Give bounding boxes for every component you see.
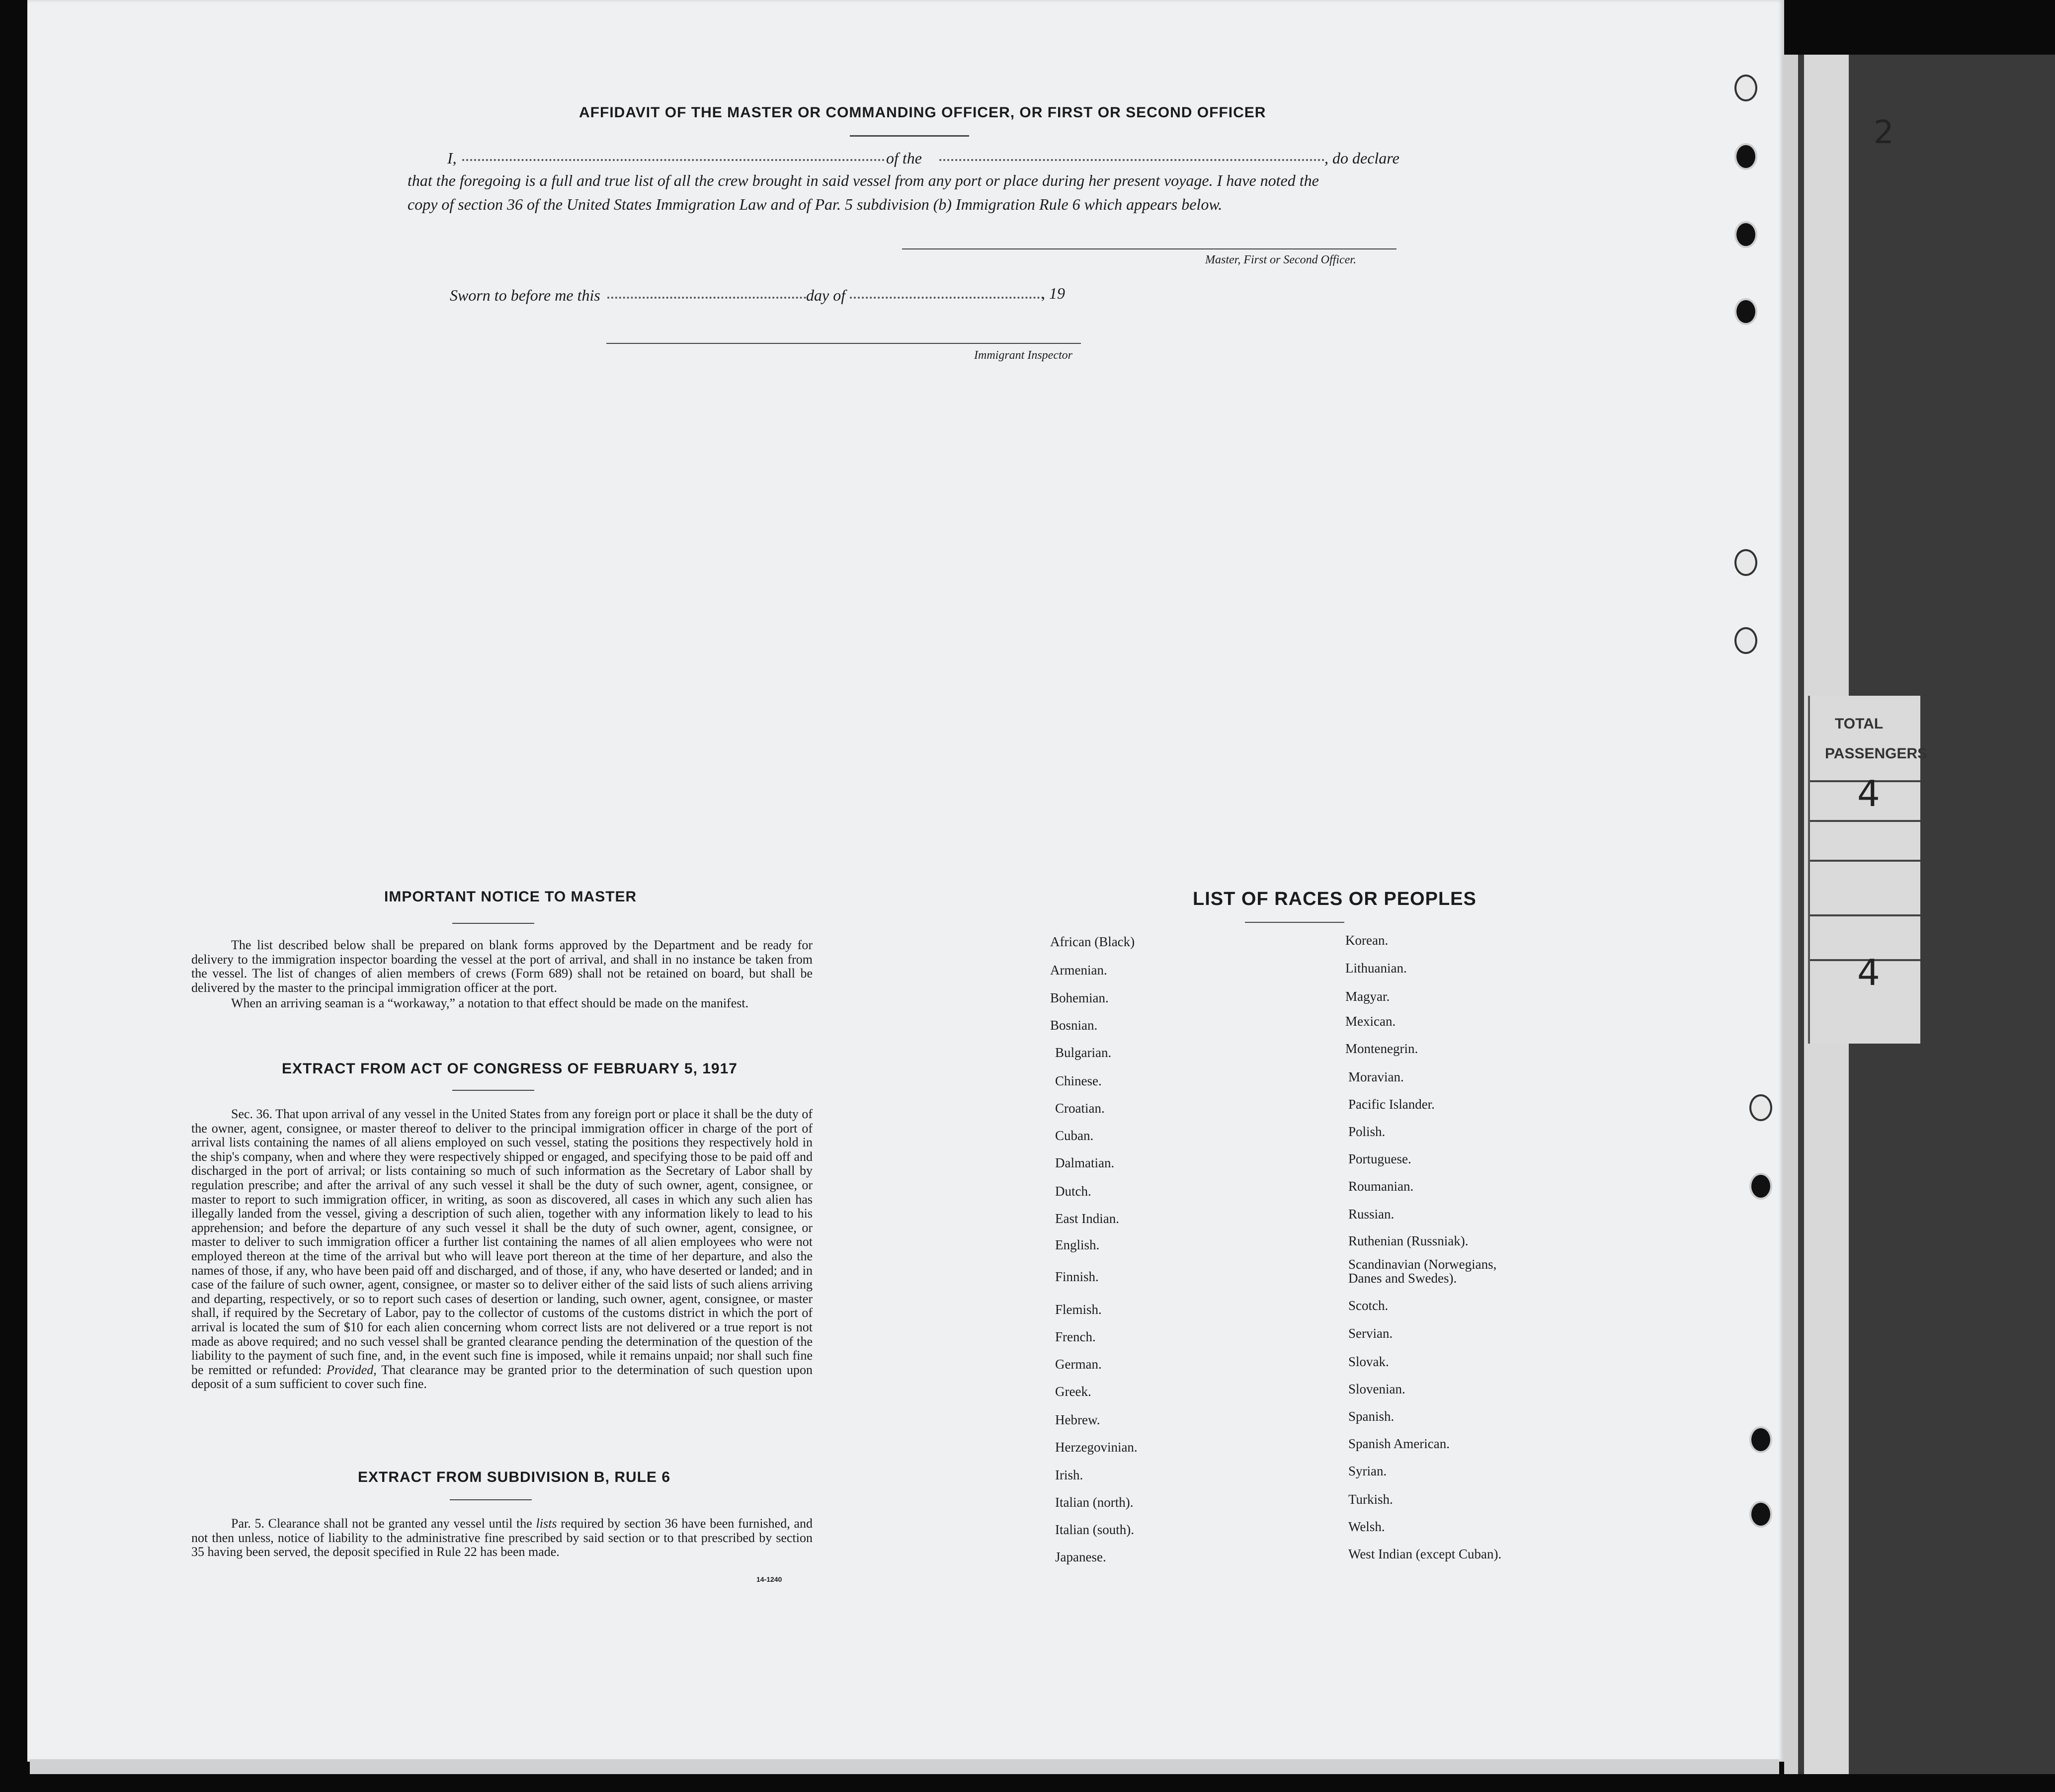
punch-hole — [1734, 221, 1757, 248]
race-item: Armenian. — [1050, 963, 1107, 977]
race-item: Slovak. — [1348, 1354, 1389, 1369]
punch-hole — [1734, 549, 1757, 576]
race-item: Ruthenian (Russniak). — [1348, 1233, 1469, 1248]
affidavit-declare-label: , do declare — [1324, 149, 1399, 167]
race-item: Italian (south). — [1055, 1522, 1134, 1537]
punch-hole — [1749, 1426, 1772, 1453]
punch-hole — [1734, 627, 1757, 654]
race-item: Montenegrin. — [1345, 1041, 1418, 1056]
master-name-blank — [462, 159, 885, 161]
races-title: LIST OF RACES OR PEOPLES — [1193, 889, 1477, 909]
race-item: Chinese. — [1055, 1073, 1102, 1088]
race-item: Scandinavian (Norwegians, Danes and Swedes). — [1348, 1257, 1497, 1286]
race-item: Italian (north). — [1055, 1495, 1134, 1510]
race-item: Korean. — [1345, 933, 1389, 948]
race-item: Dutch. — [1055, 1184, 1091, 1199]
affidavit-statement-line-3: copy of section 36 of the United States Immigration Law and of Par. 5 subdivision (b) Immigration Rule 6 which appears below. — [408, 195, 1223, 213]
page-bottom-edge — [30, 1759, 1779, 1774]
underlying-page-mark: 2 — [1874, 114, 1894, 151]
inspector-signature-caption: Immigrant Inspector — [974, 349, 1072, 362]
page-edge — [1784, 55, 1798, 1774]
race-item: Portuguese. — [1348, 1151, 1411, 1166]
race-item: Japanese. — [1055, 1549, 1106, 1564]
race-item: Finnish. — [1055, 1269, 1099, 1284]
race-item: Pacific Islander. — [1348, 1097, 1435, 1112]
race-item: Bohemian. — [1050, 990, 1109, 1005]
sworn-prefix: Sworn to before me this — [450, 286, 600, 304]
passenger-tally-box — [1808, 696, 1928, 1044]
sworn-day-blank — [607, 297, 806, 299]
vessel-name-blank — [939, 159, 1324, 161]
tally-value-total: 4 — [1857, 773, 1880, 815]
affidavit-title: AFFIDAVIT OF THE MASTER OR COMMANDING OFFICER, OR FIRST OR SECOND OFFICER — [579, 104, 1266, 121]
race-item: Cuban. — [1055, 1128, 1094, 1143]
race-item: East Indian. — [1055, 1211, 1119, 1226]
race-item: Scotch. — [1348, 1298, 1389, 1313]
race-item: Lithuanian. — [1345, 961, 1407, 976]
race-item: English. — [1055, 1237, 1100, 1252]
punch-hole — [1734, 143, 1757, 170]
sworn-month-blank — [850, 297, 1044, 299]
master-signature-line — [902, 248, 1397, 249]
race-item: Roumanian. — [1348, 1179, 1414, 1194]
race-item: Turkish. — [1348, 1492, 1393, 1507]
race-item: Magyar. — [1345, 989, 1390, 1004]
race-item: Herzegovinian. — [1055, 1440, 1138, 1455]
race-item: German. — [1055, 1357, 1102, 1372]
race-item: Syrian. — [1348, 1464, 1387, 1478]
race-item: Spanish American. — [1348, 1436, 1450, 1451]
sworn-year-label: , 19 — [1041, 284, 1065, 302]
punch-hole — [1749, 1501, 1772, 1528]
race-item: Bosnian. — [1050, 1018, 1098, 1033]
punch-hole — [1749, 1094, 1772, 1121]
form-number: 14-1240 — [756, 1575, 782, 1583]
manifest-page — [27, 0, 1784, 1762]
race-item: French. — [1055, 1329, 1096, 1344]
tally-value-second: 4 — [1857, 952, 1880, 993]
affidavit-of-the-label: of the — [886, 149, 922, 167]
race-item: African (Black) — [1050, 934, 1135, 949]
race-item: Spanish. — [1348, 1409, 1395, 1424]
sworn-day-label: day of — [806, 286, 846, 304]
race-item: Russian. — [1348, 1207, 1395, 1222]
tally-header-total: TOTAL — [1835, 716, 1884, 732]
punch-hole — [1734, 298, 1757, 325]
master-signature-caption: Master, First or Second Officer. — [1205, 253, 1356, 266]
subdivision-extract-body: Par. 5. Clearance shall not be granted any vessel until the lists required by section 36 have been furnished, and not then unless, notice of liability to the administrative fine prescribed by said section or to that prescribed by section 35 having been served, the deposit specified in Rule 22 has been made. — [191, 1516, 813, 1559]
race-item: Servian. — [1348, 1326, 1393, 1341]
affidavit-statement-line-2: that the foregoing is a full and true list of all the crew brought in said vessel from any port or place during her present voyage. I have noted the — [408, 171, 1319, 189]
race-item: Irish. — [1055, 1467, 1083, 1482]
race-item: West Indian (except Cuban). — [1348, 1547, 1502, 1561]
race-item: Welsh. — [1348, 1519, 1385, 1534]
race-item: Bulgarian. — [1055, 1045, 1112, 1060]
punch-hole — [1749, 1173, 1772, 1200]
notice-title: IMPORTANT NOTICE TO MASTER — [384, 889, 637, 905]
tally-header-passengers: PASSENGERS — [1825, 745, 1928, 762]
race-item: Polish. — [1348, 1124, 1386, 1139]
punch-hole — [1734, 75, 1757, 101]
congress-extract-body: Sec. 36. That upon arrival of any vessel in the United States from any foreign port or place it shall be the duty of the owner, agent, consignee, or master thereof to deliver to the principal immigration officer in charge of the port of arrival lists containing the names of all aliens employed on such vessel, stating the positions they respectively hold in the ship's company, when and where they were respectively shipped or engaged, and specifying those to be paid off and discharged in the port of arrival; or lists containing so much of such information as the Secretary of Labor shall by regulation prescribe; and after the arrival of any such vessel it shall be the duty of such owner, agent, consignee, or master to report to such immigration officer, in writing, as soon as discovered, all cases in which any such alien has illegally landed from the vessel, giving a description of such alien, together with any information likely to lead to his apprehension; and before the departure of any such vessel it shall be the duty of such owner, agent, consignee, or master to deliver to such immigration officer a further list containing the names of all alien employees who were not employed thereon at the time of the arrival but who will leave port thereon at the time of her departure, and also the names of those, if any, who have been paid off and discharged, and of those, if any, who have deserted or landed; and in case of the failure of such owner, agent, consignee, or master so to deliver either of the said lists of such aliens arriving and departing, respectively, or so to report such cases of desertion or landing, such owner, agent, consignee, or master shall, if required by the Secretary of Labor, pay to the collector of customs of the customs district in which the port of arrival is located the sum of $10 for each alien concerning whom correct lists are not delivered or a true report is not made as above required; and no such vessel shall be granted clearance pending the determination of the question of the liability to the payment of such fine, and, in the event such fine is imposed, while it remains unpaid; nor shall such fine be remitted or refunded: Provided, That clearance may be granted prior to the determination of such question upon deposit of a sum sufficient to cover such fine. — [191, 1107, 813, 1391]
inspector-signature-line — [606, 343, 1081, 344]
race-item: Croatian. — [1055, 1101, 1105, 1116]
race-item: Mexican. — [1345, 1014, 1396, 1029]
race-item: Hebrew. — [1055, 1412, 1100, 1427]
affidavit-i-label: I, — [447, 149, 457, 167]
race-item: Moravian. — [1348, 1069, 1404, 1084]
notice-paragraph-2: When an arriving seaman is a “workaway,” a notation to that effect should be made on the manifest. — [231, 996, 749, 1010]
race-item: Slovenian. — [1348, 1382, 1405, 1396]
race-item: Dalmatian. — [1055, 1155, 1115, 1170]
congress-extract-title: EXTRACT FROM ACT OF CONGRESS OF FEBRUARY 5, 1917 — [282, 1060, 738, 1077]
subdivision-extract-title: EXTRACT FROM SUBDIVISION B, RULE 6 — [358, 1469, 671, 1485]
notice-paragraph-1: The list described below shall be prepared on blank forms approved by the Department and be ready for delivery to the immigration inspector boarding the vessel at the port of arrival, and shall in no instance be taken from the vessel. The list of changes of alien members of crews (Form 689) shall not be retained on board, but shall be delivered by the master to the principal immigration officer at the port. — [191, 938, 813, 995]
race-item: Greek. — [1055, 1384, 1091, 1399]
race-item: Flemish. — [1055, 1302, 1102, 1317]
